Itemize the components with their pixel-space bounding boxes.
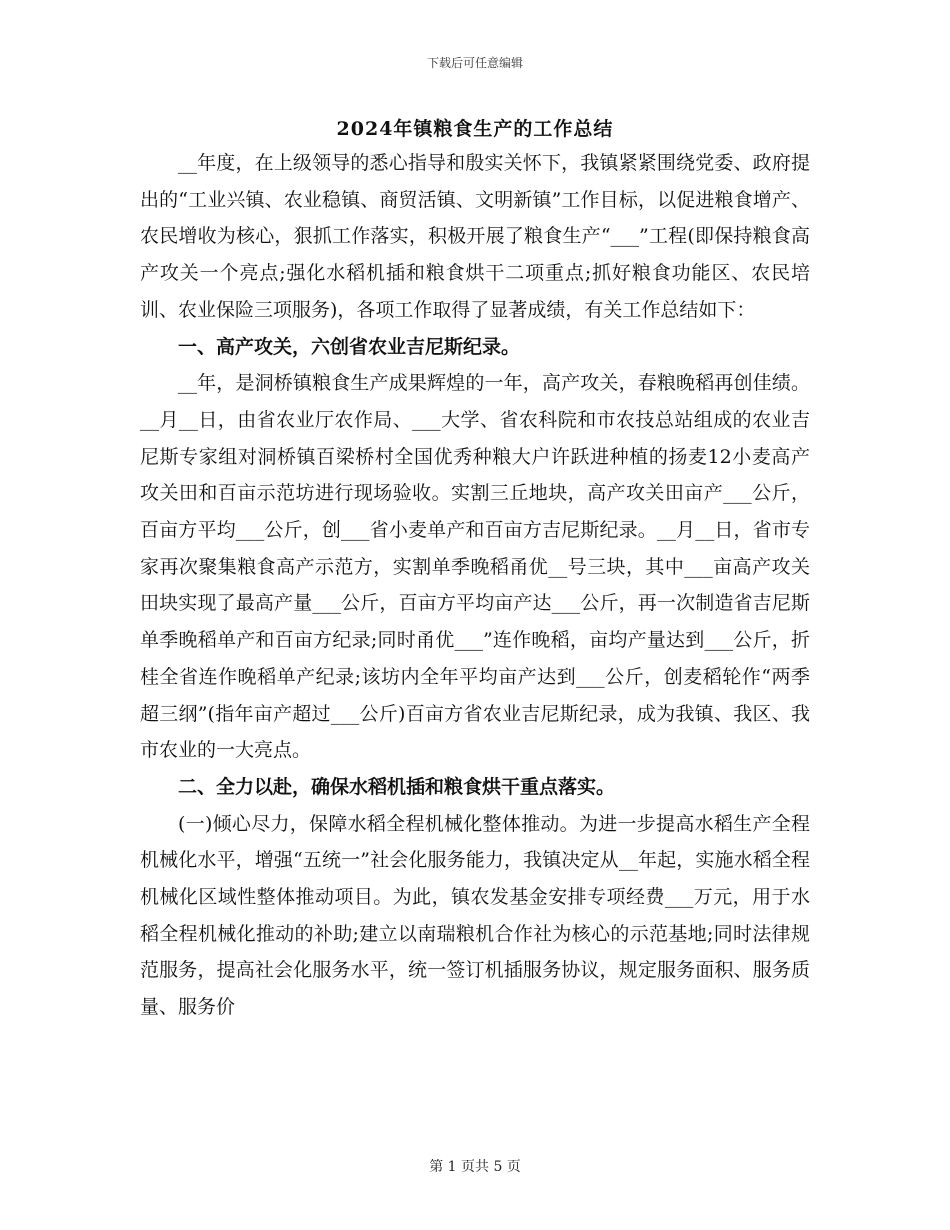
section-heading-2: 二、全力以赴，确保水稻机插和粮食烘干重点落实。 (178, 775, 616, 798)
header-note: 下载后可任意编辑 (426, 56, 523, 70)
document-body (140, 145, 810, 1026)
intro-paragraph: __年度，在上级领导的悉心指导和殷实关怀下，我镇紧紧围绕党委、政府提出的“工业兴镇、农业稳镇、商贸活镇、文明新镇”工作目标，以促进粮食增产、农民增收为核心，狠抓工作落实，积极开展了粮食生产“___”工程(即保持粮食高产攻关一个亮点;强化水稻机插和粮食烘干二项重点;抓好粮食功能区、农民培训、农业保险三项服务)，各项工作取得了显著成绩，有关工作总结如下： (140, 152, 810, 321)
page-footer: 第 1 页共 5 页 (429, 1159, 521, 1175)
section-1-paragraph: __年，是洞桥镇粮食生产成果辉煌的一年，高产攻关，春粮晚稻再创佳绩。__月__日，由省农业厅农作局、___大学、省农科院和市农技总站组成的农业吉尼斯专家组对洞桥镇百梁桥村全国优秀种粮大户许跃进种植的扬麦12小麦高产攻关田和百亩示范坊进行现场验收。实割三丘地块，高产攻关田亩产___公斤，百亩方平均___公斤，创___省小麦单产和百亩方吉尼斯纪录。__月__日，省市专家再次聚集粮食高产示范方，实割单季晚稻甬优__号三块，其中___亩高产攻关田块实现了最高产量___公斤，百亩方平均亩产达___公斤，再一次制造省吉尼斯单季晚稻单产和百亩方纪录;同时甬优___”连作晚稻，亩均产量达到___公斤，折桂全省连作晚稻单产纪录;该坊内全年平均亩产达到___公斤，创麦稻轮作“两季超三纲”(指年亩产超过___公斤)百亩方省农业吉尼斯纪录，成为我镇、我区、我市农业的一大亮点。 (140, 372, 810, 762)
section-heading-1: 一、高产攻关，六创省农业吉尼斯纪录。 (178, 335, 521, 358)
document-title: 2024年镇粮食生产的工作总结 (336, 118, 614, 140)
section-2-paragraph: (一)倾心尽力，保障水稻全程机械化整体推动。为进一步提高水稻生产全程机械化水平，增强“五统一”社会化服务能力，我镇决定从__年起，实施水稻全程机械化区域性整体推动项目。为此，镇农发基金安排专项经费___万元，用于水稻全程机械化推动的补助;建立以南瑞粮机合作社为核心的示范基地;同时法律规范服务，提高社会化服务水平，统一签订机插服务协议，规定服务面积、服务质量、服务价 (140, 812, 810, 1019)
